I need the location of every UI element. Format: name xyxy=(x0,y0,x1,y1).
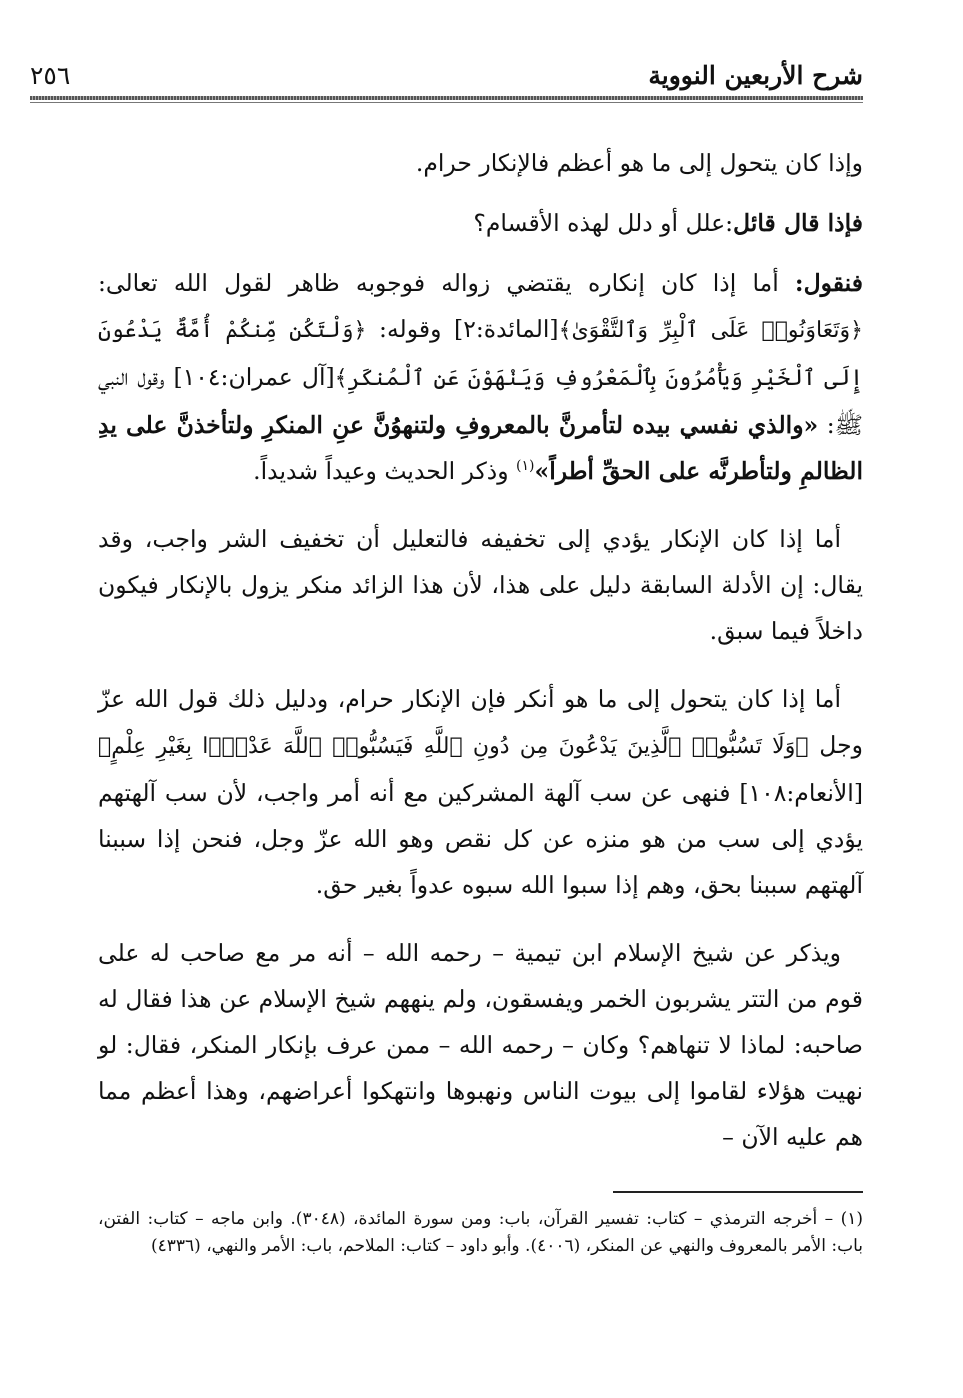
running-title: شرح الأربعين النووية xyxy=(648,61,863,90)
paragraph-text: فنهى عن سب آلهة المشركين مع أنه أمر واجب، لأن سب آلهتهم يؤدي إلى سب من هو منزه عن كل نقص وهو الله عزّ وجل، فنحن إذا سببنا آلهتهم سببنا بحق، وهم إذا سبوا الله سبوه عدواً بغير حق. xyxy=(98,779,863,899)
page-header xyxy=(30,58,863,98)
lead-phrase: فنقول: xyxy=(794,269,863,297)
paragraph-1: وإذا كان يتحول إلى ما هو أعظم فالإنكار حرام. xyxy=(415,149,863,177)
footnote-separator xyxy=(613,1191,863,1193)
quran-verse: ﴿وَتَعَاوَنُوا۟ عَلَى ٱلْبِرِّ وَٱلتَّقْوَىٰ﴾ xyxy=(558,318,864,343)
main-text xyxy=(98,140,863,1174)
header-rule-thin xyxy=(30,102,863,103)
paragraph-6: ويذكر عن شيخ الإسلام ابن تيمية – رحمه الله – أنه مر مع صاحب له على قوم من التتر يشربون الخمر ويفسقون، ولم ينههم شيخ الإسلام عن هذا فقال له صاحبه: لماذا لا تنهاهم؟ وكان – رحمه الله – ممن عرف بإنكار المنكر، فقال: لو نهيت هؤلاء لقاموا إلى بيوت الناس ونهبوها وانتهكوا أعراضهم، وهذا أعظم مما هم عليه الآن – xyxy=(98,939,863,1151)
footnote-marker: (١) xyxy=(516,458,535,475)
paragraph-2 xyxy=(98,200,863,246)
verse-reference: [المائدة:٢] xyxy=(454,315,559,343)
paragraph-text: وذكر الحديث وعيداً شديداً. xyxy=(253,457,517,485)
paragraph-5 xyxy=(98,676,863,908)
verse-reference: [آل عمران:١٠٤] xyxy=(173,363,335,391)
lead-phrase: فإذا قال قائل xyxy=(733,209,863,237)
hadith-quote: «والذي نفسي بيده لتأمرنَّ بالمعروفِ ولتنهوُنَّ عنِ المنكرِ ولتأخذنَّ على يدِ الظالمِ ولتأطرنَّه على الحقِّ أطراً» xyxy=(98,411,863,485)
paragraph-4: أما إذا كان الإنكار يؤدي إلى تخفيفه فالتعليل أن تخفيف الشر واجب، وقد يقال: إن الأدلة السابقة دليل على هذا، لأن هذا الزائد منكر يزول بالإنكار فيكون داخلاً فيما سبق. xyxy=(98,525,863,645)
quran-verse: ﴿وَلْتَكُن مِّنكُمْ أُمَّةٌ يَدْعُونَ إِلَى ٱلْخَيْرِ وَيَأْمُرُونَ بِٱلْمَعْرُوفِ وَيَنْهَوْنَ عَنِ ٱلْمُنكَرِ﴾ xyxy=(98,318,863,391)
paragraph-text: وقوله: xyxy=(366,315,455,343)
page-number: ٢٥٦ xyxy=(30,61,71,90)
footnotes xyxy=(98,1206,863,1260)
footnote-1: (١) – أخرجه الترمذي – كتاب: تفسير القرآن، باب: ومن سورة المائدة، (٣٠٤٨). وابن ماجه – كتاب: الفتن، باب: الأمر بالمعروف والنهي عن المنكر، (٤٠٠٦). وأبو داود – كتاب: الملاحم، باب: الأمر والنهي، (٤٣٣٦) xyxy=(98,1209,864,1256)
header-rule xyxy=(30,96,863,100)
verse-reference: [الأنعام:١٠٨] xyxy=(739,779,863,807)
quran-verse: ﴿وَلَا تَسُبُّوا۟ ٱلَّذِينَ يَدْعُونَ مِن دُونِ ٱللَّهِ فَيَسُبُّوا۟ ٱللَّهَ عَدْوًۢا بِغَيْرِ عِلْمٍ﴾ xyxy=(98,734,809,759)
paragraph-3 xyxy=(98,260,863,494)
paragraph-text: أما إذا كان إنكاره يقتضي زواله فوجوبه ظاهر لقول الله تعالى: xyxy=(98,269,795,297)
paragraph-text: أما إذا كان يتحول إلى ما هو أنكر فإن الإنكار حرام، ودليل ذلك قول الله عزّ وجل xyxy=(98,685,863,759)
paragraph-text: :علل أو دلل لهذه الأقسام؟ xyxy=(473,209,734,237)
paragraph-text: وقول النبي ﷺ: xyxy=(98,363,864,439)
